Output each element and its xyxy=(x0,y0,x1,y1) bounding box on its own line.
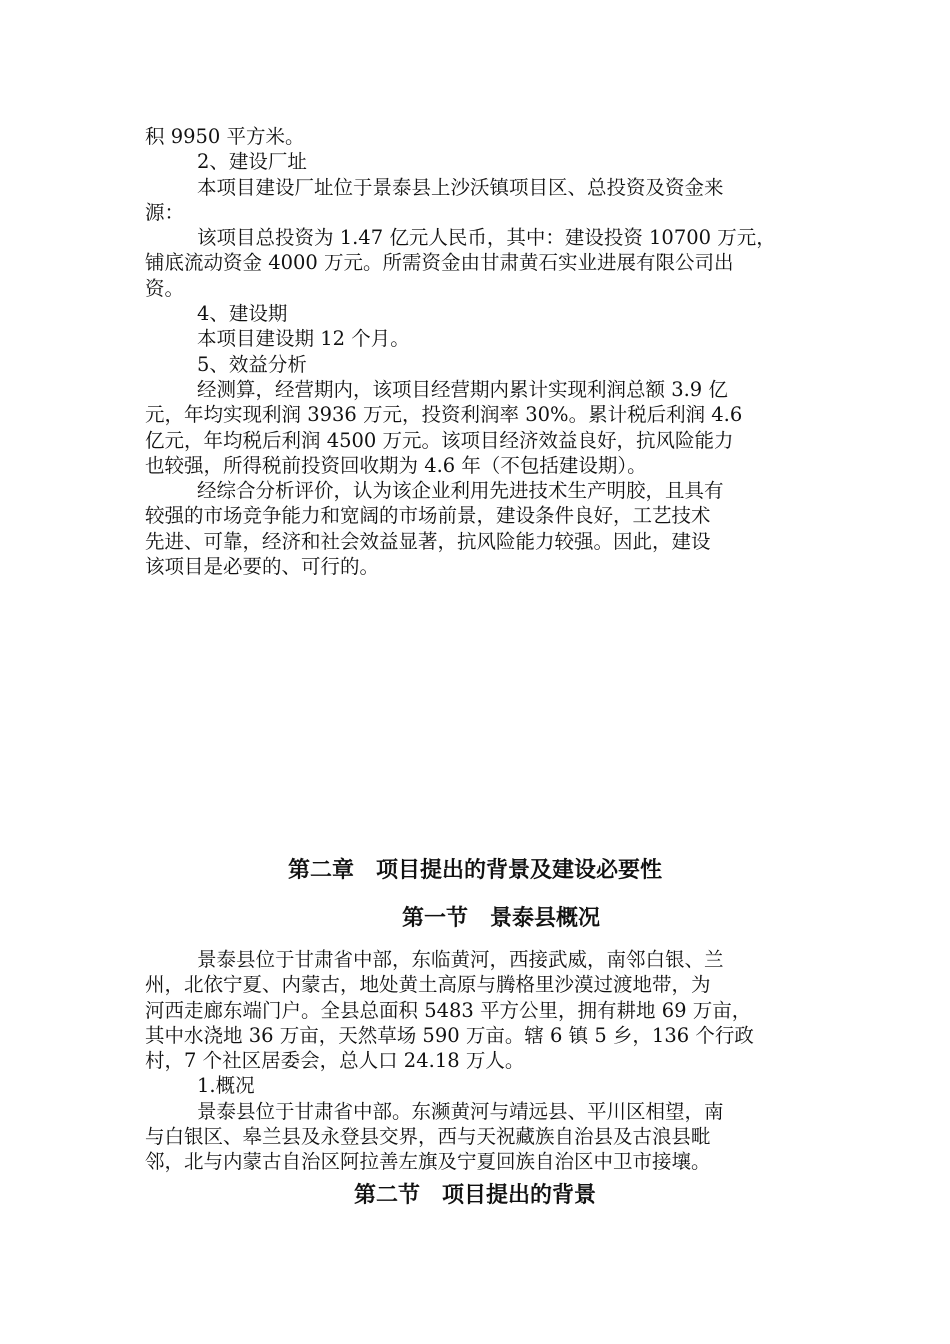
paragraph-line: 其中水浇地 36 万亩，天然草场 590 万亩。辖 6 镇 5 乡，136 个行政 xyxy=(145,1023,754,1047)
paragraph-line: 邻，北与内蒙古自治区阿拉善左旗及宁夏回族自治区中卫市接壤。 xyxy=(145,1150,711,1174)
paragraph-line: 该项目总投资为 1.47 亿元人民币，其中：建设投资 10700 万元， xyxy=(197,226,776,250)
item-heading-construction-period: 4、建设期 xyxy=(197,302,288,326)
paragraph-line: 经综合分析评价，认为该企业利用先进技术生产明胶，且具有 xyxy=(197,479,724,503)
chapter-title: 第二章 项目提出的背景及建设必要性 xyxy=(287,857,662,883)
paragraph-line: 该项目是必要的、可行的。 xyxy=(145,555,380,579)
paragraph-line: 先进、可靠，经济和社会效益显著，抗风险能力较强。因此，建设 xyxy=(145,529,711,553)
paragraph-line: 经测算，经营期内，该项目经营期内累计实现利润总额 3.9 亿 xyxy=(197,377,728,401)
paragraph-line: 本项目建设厂址位于景泰县上沙沃镇项目区、总投资及资金来 xyxy=(197,175,724,199)
paragraph-line: 与白银区、皋兰县及永登县交界，西与天祝藏族自治县及古浪县毗 xyxy=(145,1125,711,1149)
text-block-county-overview xyxy=(145,947,805,1175)
paragraph-line: 河西走廊东端门户。全县总面积 5483 平方公里，拥有耕地 69 万亩， xyxy=(145,998,752,1022)
paragraph-line: 积 9950 平方米。 xyxy=(145,125,305,148)
section-title-project-background: 第二节 项目提出的背景 xyxy=(353,1182,596,1208)
paragraph-line: 景泰县位于甘肃省中部。东濒黄河与靖远县、平川区相望，南 xyxy=(197,1099,724,1123)
paragraph-line: 也较强，所得税前投资回收期为 4.6 年（不包括建设期）。 xyxy=(145,453,647,477)
paragraph-line: 本项目建设期 12 个月。 xyxy=(197,327,410,351)
paragraph-line: 较强的市场竞争能力和宽阔的市场前景，建设条件良好，工艺技术 xyxy=(145,504,711,528)
item-heading-site: 2、建设厂址 xyxy=(197,150,307,174)
paragraph-line: 州，北依宁夏、内蒙古，地处黄土高原与腾格里沙漠过渡地带，为 xyxy=(145,973,711,997)
paragraph-line: 元，年均实现利润 3936 万元，投资利润率 30%。累计税后利润 4.6 xyxy=(145,403,743,427)
paragraph-line: 源： xyxy=(145,200,185,224)
section-title-county-overview: 第一节 景泰县概况 xyxy=(401,905,600,931)
paragraph-line: 铺底流动资金 4000 万元。所需资金由甘肃黄石实业进展有限公司出 xyxy=(145,251,734,275)
paragraph-line: 亿元，年均税后利润 4500 万元。该项目经济效益良好，抗风险能力 xyxy=(145,428,734,452)
text-block-project-summary xyxy=(145,124,805,579)
paragraph-line: 景泰县位于甘肃省中部，东临黄河，西接武威，南邻白银、兰 xyxy=(197,948,724,971)
item-heading-benefit-analysis: 5、效益分析 xyxy=(197,352,307,376)
item-heading-overview: 1.概况 xyxy=(197,1074,255,1098)
paragraph-line: 资。 xyxy=(145,276,185,300)
paragraph-line: 村，7 个社区居委会，总人口 24.18 万人。 xyxy=(145,1049,525,1073)
